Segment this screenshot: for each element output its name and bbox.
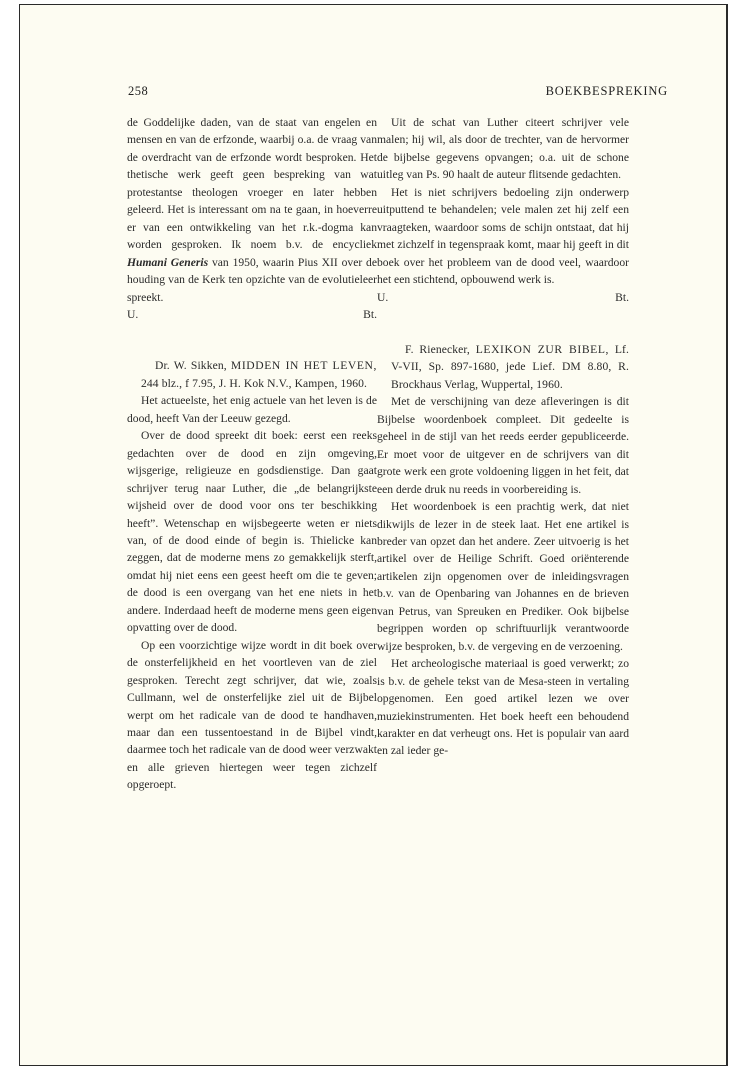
book-title: MIDDEN IN HET LEVEN, [230,359,377,373]
signature-initial: U. [377,290,389,304]
encyclical-title: Humani Generis [127,255,209,269]
running-head: BOEKBESPREKING [545,84,668,98]
left-paragraph-4: Op een voorzichtige wijze wordt in dit boek over de onsterfelijkheid en het voortleven van de ziel gesproken. Terecht zegt schrijver, dat wie, zoals Cullmann, wel de onsterfelijke ziel uit de Bijbel werpt om het radicale van de dood te handhaven, maar dan een tussentoestand in de Bijbel vindt, daarmee toch het radicale van de dood weer verzwakt en alle grieven hiertegen weer tegen zichzelf opgeroept. [127,638,377,792]
right-column [377,114,629,760]
signature-name: Bt. [363,307,377,321]
left-column [127,114,377,794]
right-paragraph-1: Uit de schat van Luther citeert schrijver vele malen; hij wil, als door de trechter, van de hervormer de bijbelse gegevens opvangen; o.a. uit de schone uitleg van Ps. 90 haalt de auteur flitsende gedachten. [377,116,629,182]
reviewer-signature-1 [127,306,377,323]
book-reference-sikken [127,357,377,392]
book-details: 244 blz., f 7.95, J. H. Kok N.V., Kampen, 1960. [141,376,368,390]
page-number: 258 [128,84,149,98]
right-paragraph-4: Het woordenboek is een prachtig werk, dat niet dikwijls de lezer in de steek laat. Het ene artikel is breder van opzet dan het andere. Zeer uitvoerig is het artikel over de Heilige Schrift. Goed oriënterende artikelen zijn opgenomen over de inleidingsvragen b.v. van de Openbaring van Johannes en de brieven van Petrus, van Spreuken en Prediker. Ook bijbelse begrippen worden op schriftuurlijk verantwoorde wijze besproken, b.v. de vergeving en de verzoening. [377,500,629,653]
signature-name: Bt. [615,290,629,304]
book-title: LEXIKON ZUR BIBEL, [475,342,610,356]
book-author: Dr. W. Sikken, [155,359,227,373]
page-header [128,84,668,100]
signature-initial: U. [127,307,139,321]
left-paragraph-2: Het actueelste, het enig actuele van het leven is de dood, heeft Van der Leeuw gezegd. [127,394,377,425]
book-reference-rienecker [377,341,629,393]
reviewer-signature-2 [377,289,629,306]
book-author: F. Rienecker, [405,342,470,356]
book-details: Lf. V-VII, Sp. 897-1680, jede Lief. DM 8.80, R. Brockhaus Verlag, Wuppertal, 1960. [391,342,630,391]
right-paragraph-2: Het is niet schrijvers bedoeling zijn onderwerp uitputtend te behandelen; vele malen zet hij zelf een vraagteken, waardoor soms de schijn ontstaat, dat hij met zichzelf in tegenspraak komt, maar hij geeft in dit boek over het probleem van de dood veel, waardoor het een stichtend, opbouwend werk is. [377,185,629,287]
left-paragraph-1: de Goddelijke daden, van de staat van engelen en mensen en van de erfzonde, waarbij o.a. de vraag van de overdracht van de erfzonde wordt besproken. Het thetische werk geeft geen bespreking van wat protestantse theologen vroeger en later hebben geleerd. Het is interessant om na te gaan, in hoeverre er van een ontwikkeling van het r.k.-dogma kan worden gesproken. Ik noem b.v. de encycliek Humani Generis van 1950, waarin Pius XII over de houding van de Kerk ten opzichte van de evolutieleer spreekt. [127,116,377,304]
right-paragraph-5: Het archeologische materiaal is goed verwerkt; zo is b.v. de gehele tekst van de Mesa-steen in vertaling opgenomen. Een goed artikel lezen we over muziekinstrumenten. Het boek heeft een behoudend karakter en dat verheugt ons. Het is populair van aard en zal ieder ge- [377,657,629,758]
left-paragraph-3: Over de dood spreekt dit boek: eerst een reeks gedachten over de dood en zijn omgeving, wijsgerige, religieuze en godsdienstige. Dan gaat schrijver terug naar Luther, die „de belangrijkste wijsheid over de dood voor ons ter beschikking heeft”. Wetenschap en wijsbegeerte weten er niets van, of de dood einde of begin is. Thielicke kan zeggen, dat de moderne mens zo gemakkelijk sterft, omdat hij niet eens een geest heeft om die te geven; de dood is een overgang van het ene niets in het andere. Inderdaad heeft de moderne mens geen eigen opvatting over de dood. [127,429,377,635]
right-paragraph-3: Met de verschijning van deze afleveringen is dit Bijbelse woordenboek compleet. Dit gedeelte is geheel in de stijl van het reeds eerder gepubliceerde. Er moet voor de uitgever en de schrijvers van dit grote werk een grote voldoening liggen in het feit, dat een derde druk nu reeds in voorbereiding is. [377,395,629,496]
